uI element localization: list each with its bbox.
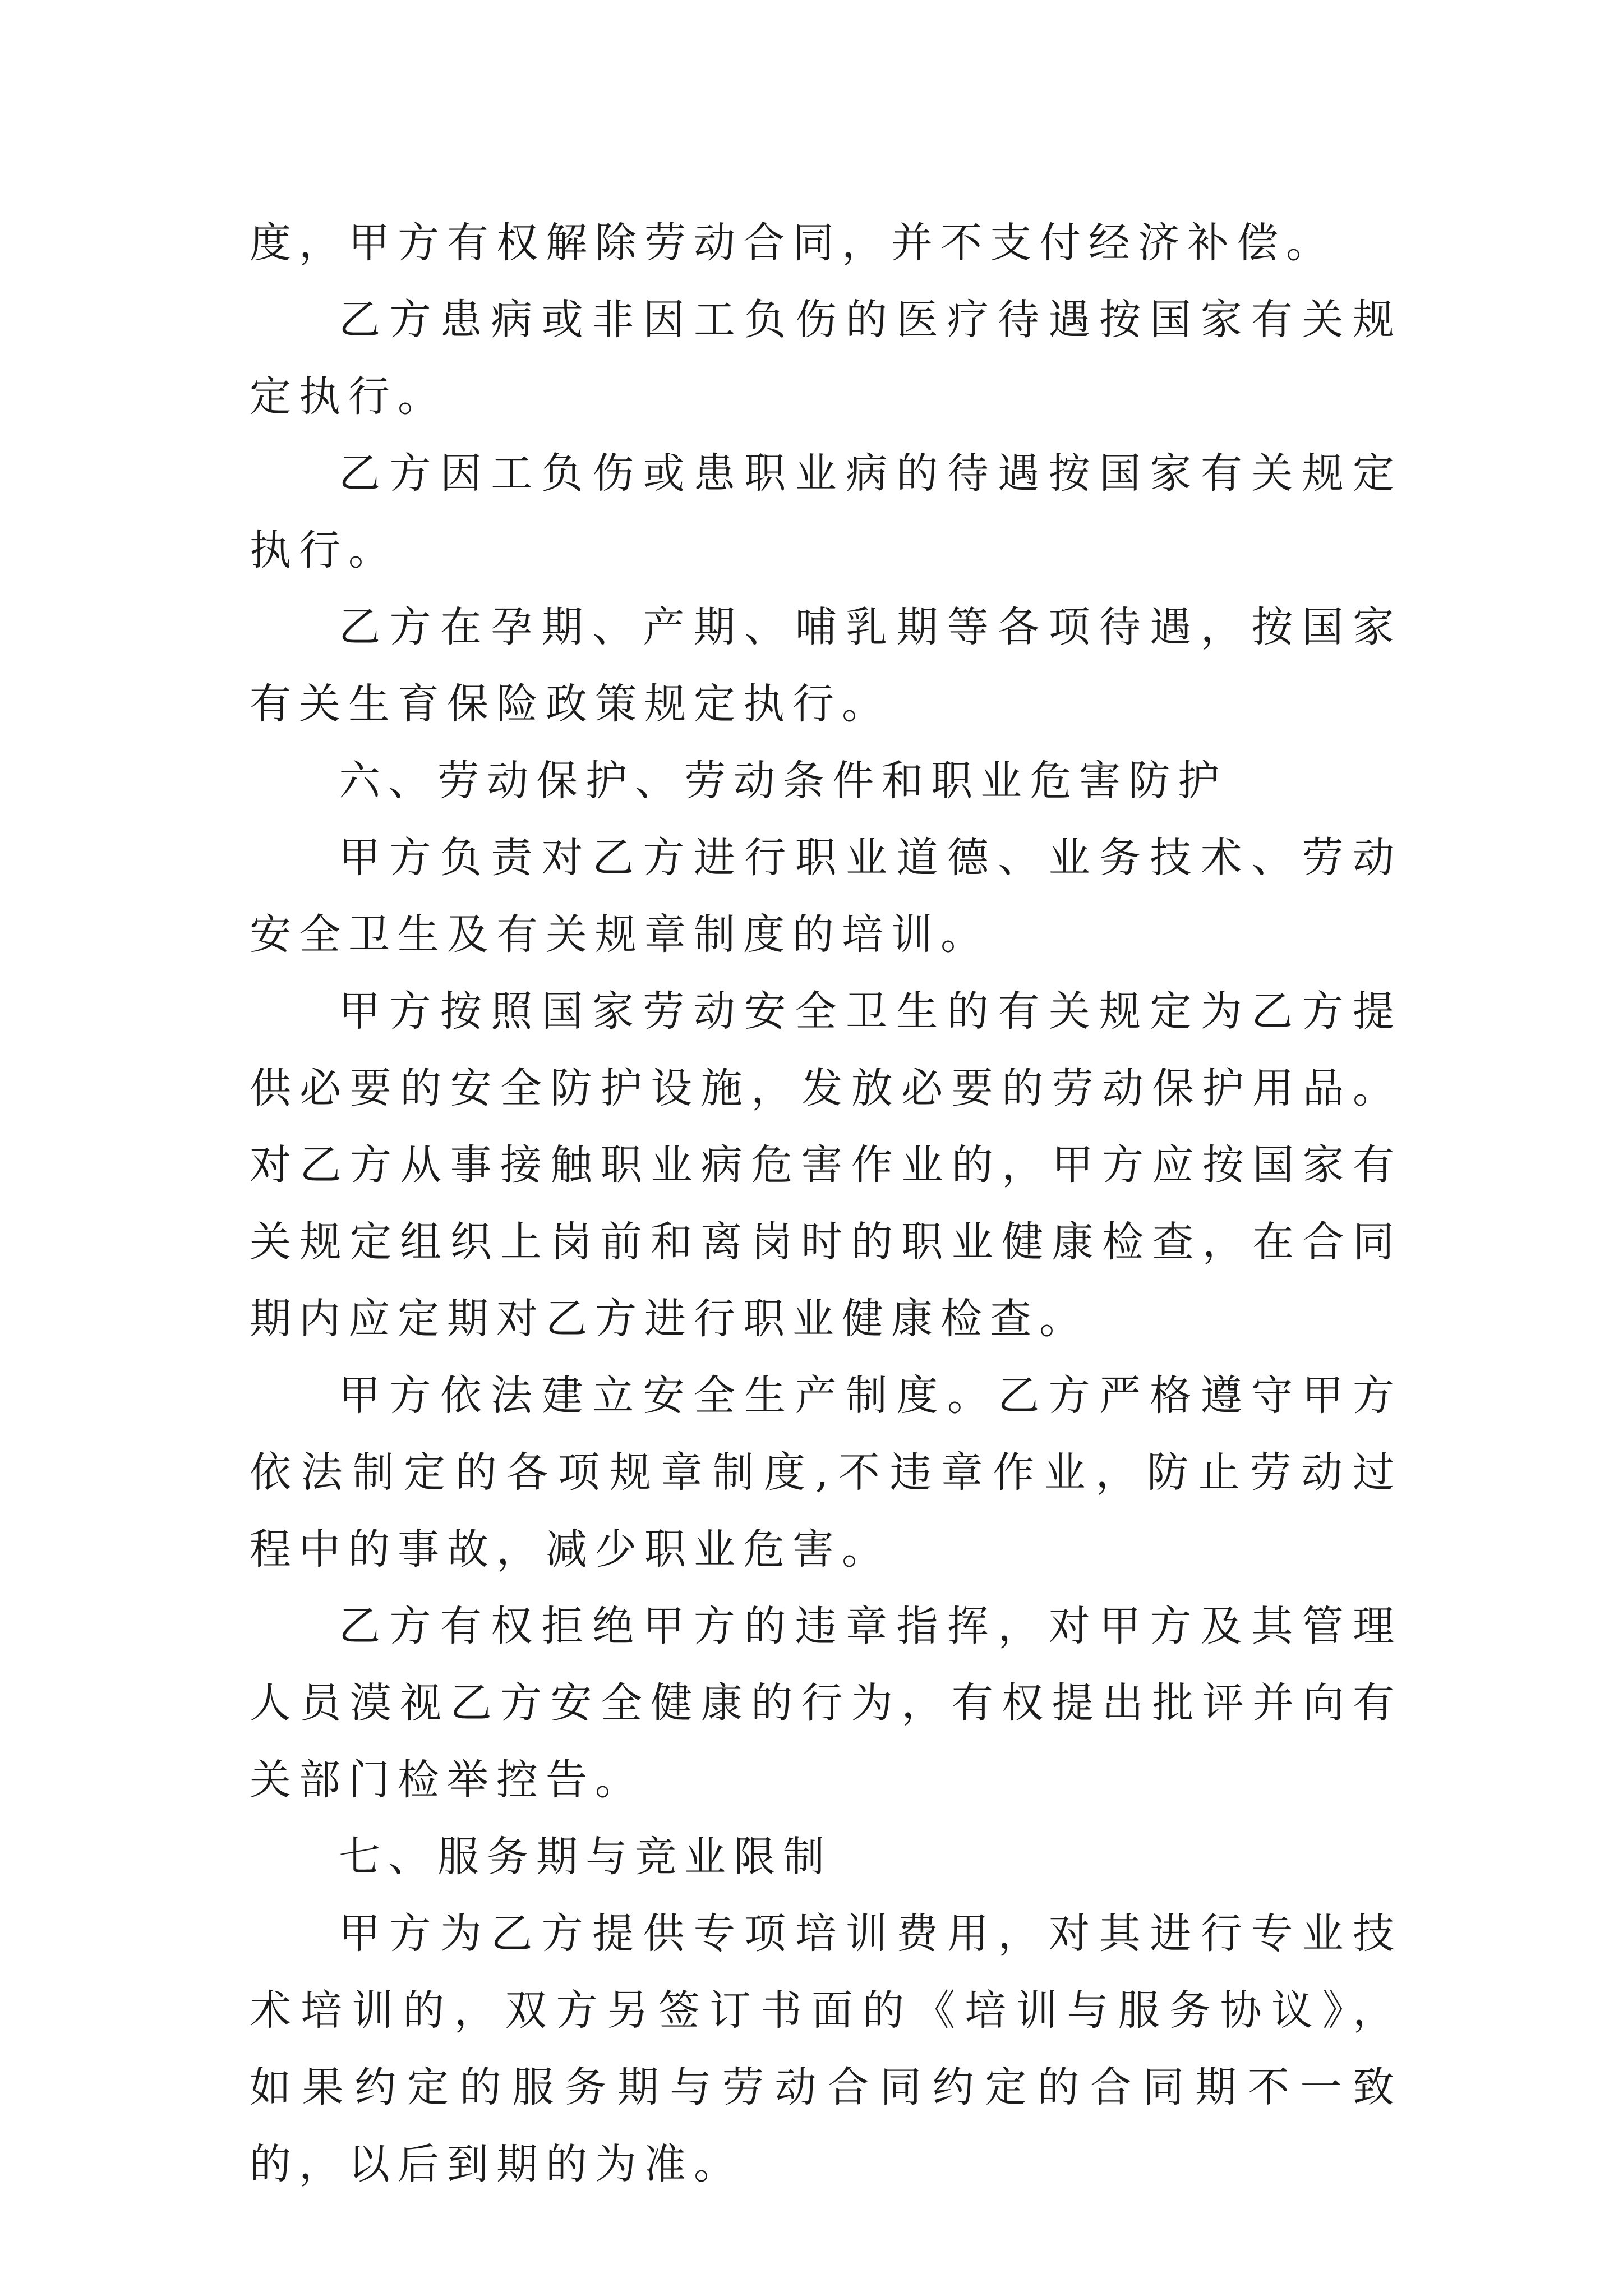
paragraph-maternity: 乙方在孕期、产期、哺乳期等各项待遇，按国家有关生育保险政策规定执行。 bbox=[250, 603, 1402, 728]
paragraph-refuse-orders: 乙方有权拒绝甲方的违章指挥，对甲方及其管理人员漠视乙方安全健康的行为，有权提出批评并向有关部门检举控告。 bbox=[250, 1602, 1402, 1804]
document-body bbox=[250, 205, 1402, 2203]
paragraph-safety-equipment: 甲方按照国家劳动安全卫生的有关规定为乙方提供必要的安全防护设施，发放必要的劳动保护用品。对乙方从事接触职业病危害作业的，甲方应按国家有关规定组织上岗前和离岗时的职业健康检查，在合同期内应定期对乙方进行职业健康检查。 bbox=[250, 987, 1402, 1343]
paragraph-training: 甲方负责对乙方进行职业道德、业务技术、劳动安全卫生及有关规章制度的培训。 bbox=[250, 834, 1402, 959]
paragraph-illness-treatment: 乙方患病或非因工负伤的医疗待遇按国家有关规定执行。 bbox=[250, 296, 1402, 421]
section-heading-service-period: 七、服务期与竞业限制 bbox=[339, 1833, 833, 1881]
paragraph-work-injury: 乙方因工负伤或患职业病的待遇按国家有关规定执行。 bbox=[250, 449, 1402, 574]
paragraph-termination-continued: 度，甲方有权解除劳动合同，并不支付经济补偿。 bbox=[250, 219, 1335, 267]
paragraph-safety-system: 甲方依法建立安全生产制度。乙方严格遵守甲方依法制定的各项规章制度,不违章作业，防止劳动过程中的事故，减少职业危害。 bbox=[250, 1372, 1402, 1573]
paragraph-training-agreement: 甲方为乙方提供专项培训费用，对其进行专业技术培训的，双方另签订书面的《培训与服务协议》，如果约定的服务期与劳动合同约定的合同期不一致的，以后到期的为准。 bbox=[250, 1910, 1402, 2188]
section-heading-labor-protection: 六、劳动保护、劳动条件和职业危害防护 bbox=[339, 757, 1228, 805]
